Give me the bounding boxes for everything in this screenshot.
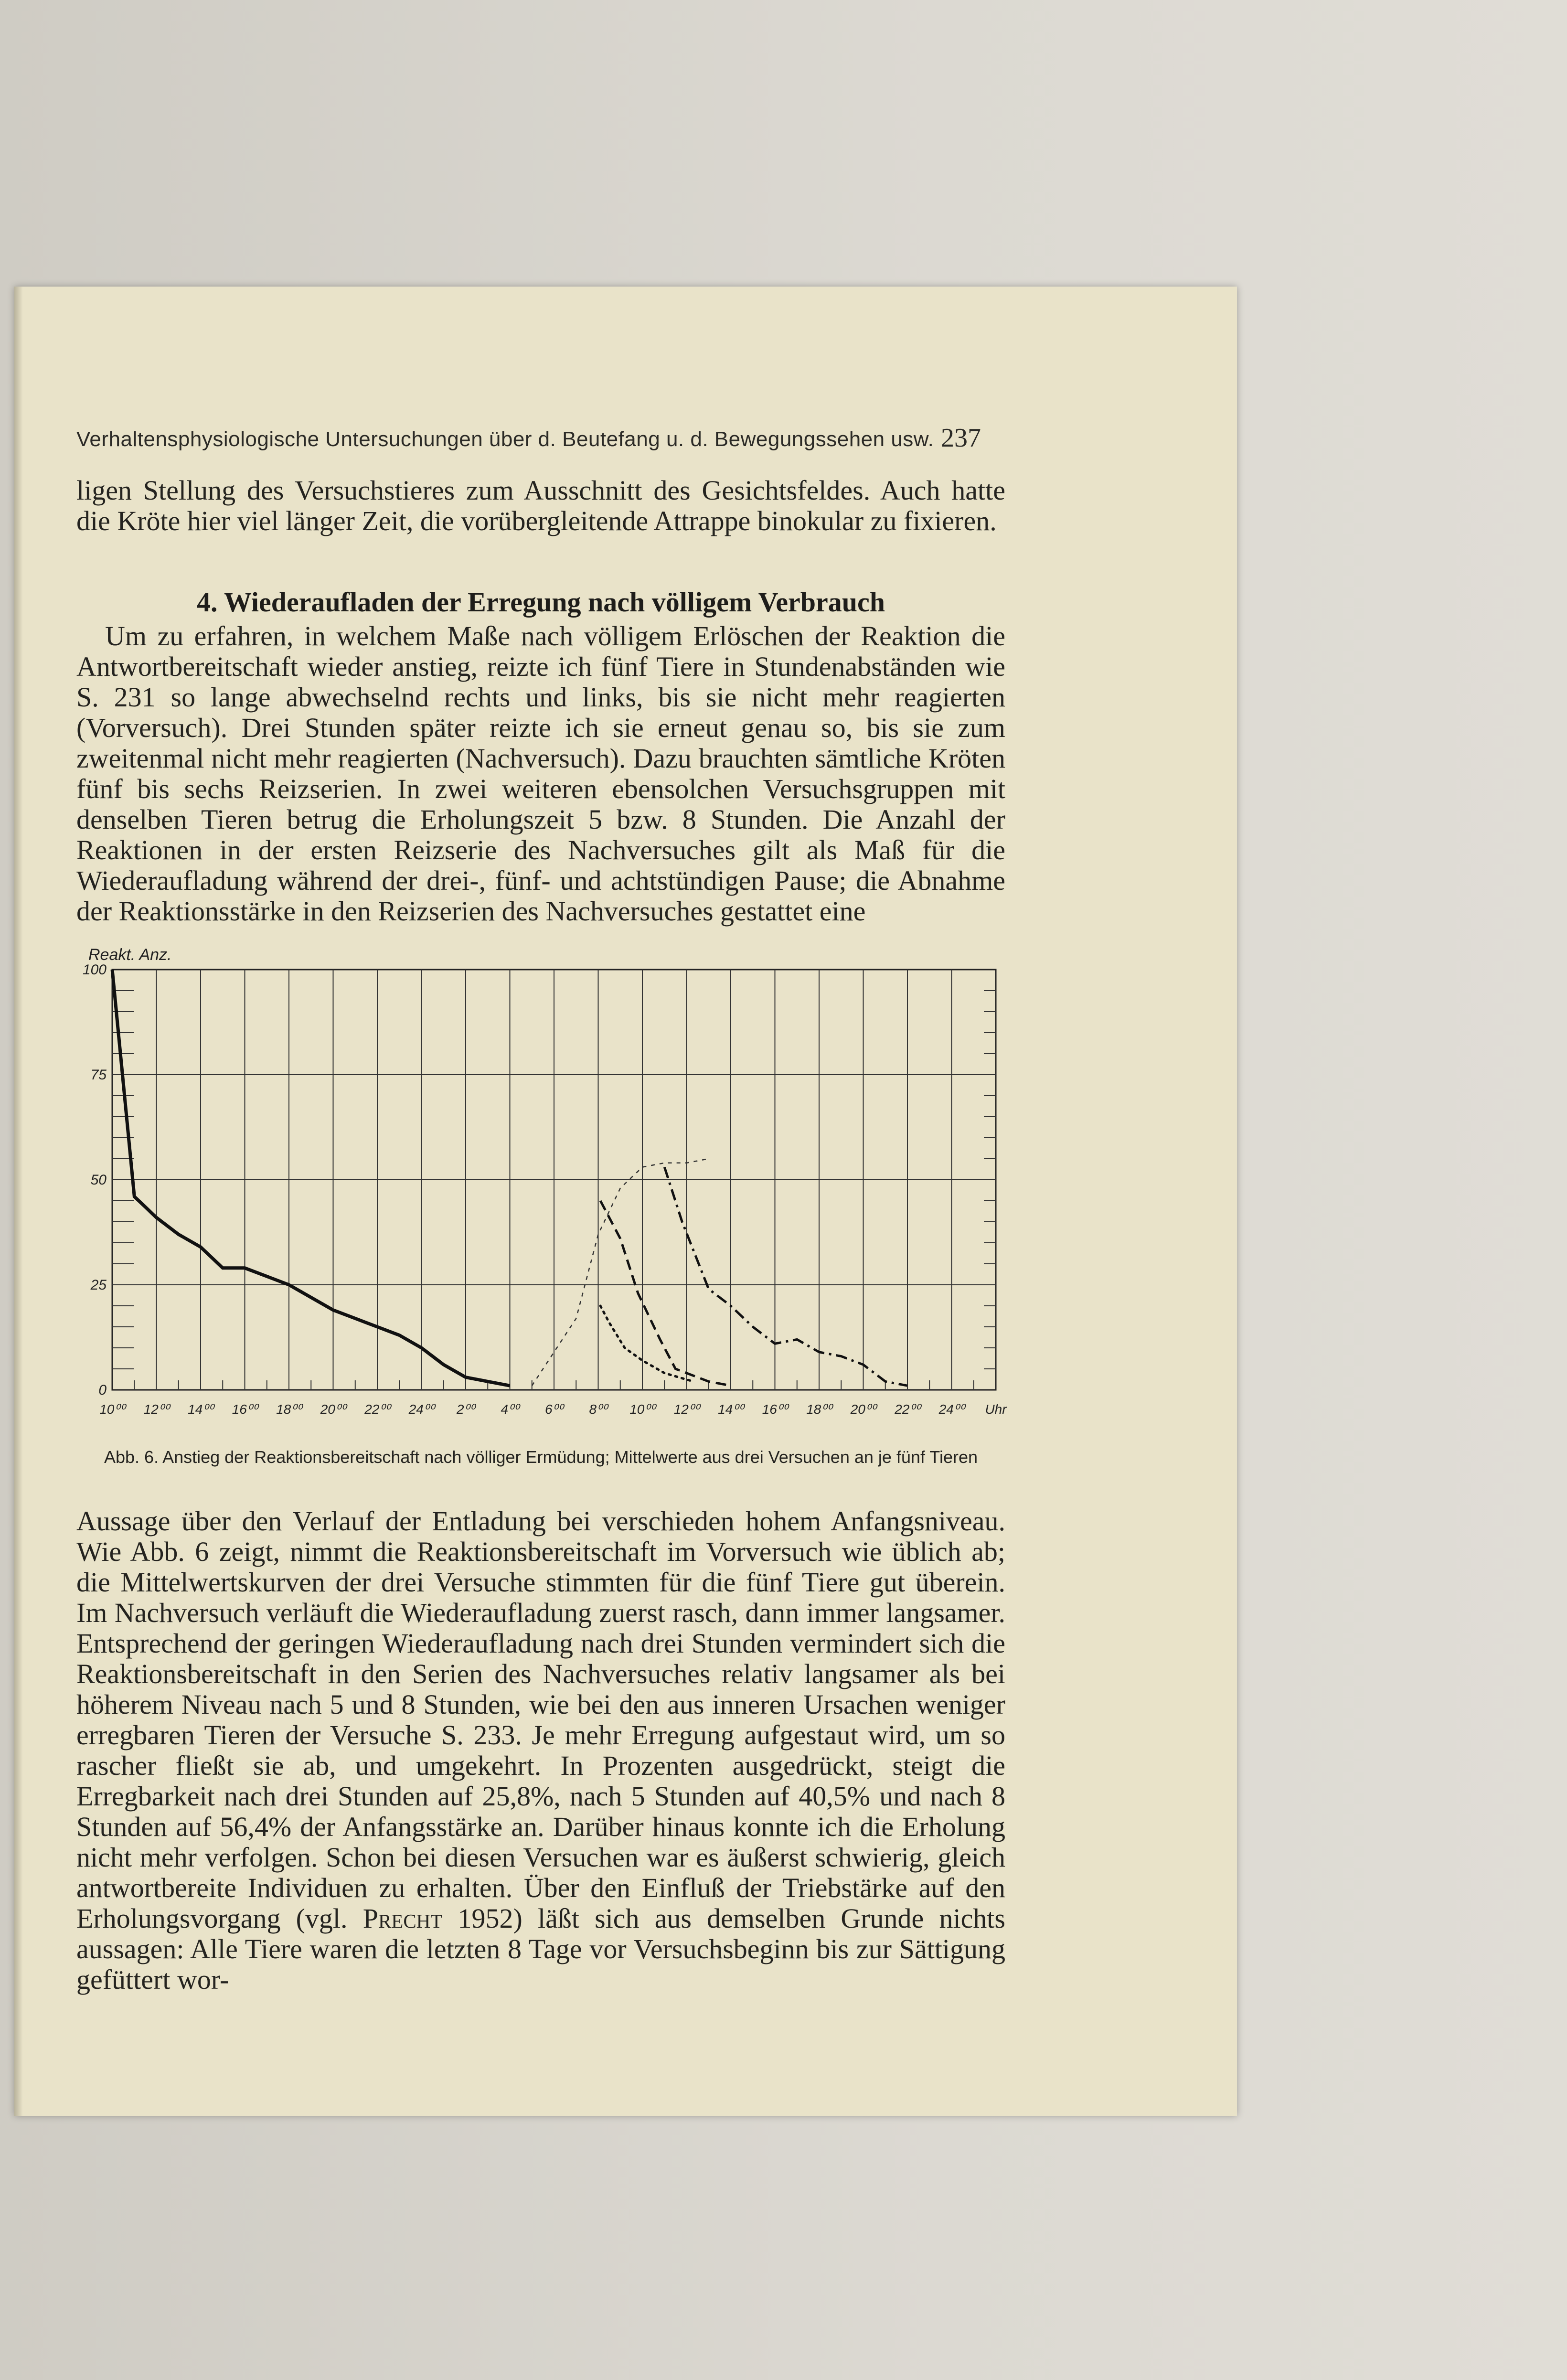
x-tick-label: 10⁰⁰ [629,1402,655,1417]
x-tick-label: 4⁰⁰ [501,1402,519,1417]
series-line-dashed [600,1201,731,1386]
y-tick-label: 75 [90,1067,107,1083]
x-tick-label: 10⁰⁰ [99,1402,125,1417]
x-tick-label: 16⁰⁰ [762,1402,788,1417]
series-line-solid-thick [112,970,510,1386]
x-tick-label: 20⁰⁰ [850,1402,876,1417]
x-tick-label: 22⁰⁰ [364,1402,390,1417]
paragraph-2-text-a: Aussage über den Verlauf der Entladung bei verschieden hohem Anfangsniveau. Wie Abb. 6 zeigt, nimmt die Reaktionsbereitschaft im Vorversuch wie üblich ab; die Mittelwertskurven der drei Versuche stimmten für die fünf Tiere gut überein. Im Nachversuch verläuft die Wiederaufladung zuerst rasch, dann immer langsamer. Entsprechend der geringen Wiederaufladung nach drei Stunden vermindert sich die Reaktionsbereitschaft in den Serien des Nachversuches relativ langsamer als bei höherem Niveau nach 5 und 8 Stunden, wie bei den aus inneren Ursachen weniger erregbaren Tieren der Versuche S. 233. Je mehr Erregung aufgestaut wird, um so rascher fließt sie ab, und umgekehrt. In Prozenten ausgedrückt, steigt die Erregbarkeit nach drei Stunden auf 25,8%, nach 5 Stunden auf 40,5% und nach 8 Stunden auf 56,4% der Anfangsstärke an. Darüber hinaus konnte ich die Erholung nicht mehr verfolgen. Schon bei diesen Versuchen war es äußerst schwierig, gleich antwortbereite Individuen zu erhalten. Über den Einfluß der Triebstärke auf den Erholungsvorgang (vgl. [76,1505,1005,1934]
x-tick-label: 16⁰⁰ [232,1402,258,1417]
y-tick-label: 100 [82,962,107,978]
paragraph-top: ligen Stellung des Versuchstieres zum Ausschnitt des Gesichtsfeldes. Auch hatte die Kröte hier viel länger Zeit, die vorübergleitende Attrappe binokular zu fixieren. [76,475,1005,536]
x-tick-label: 14⁰⁰ [718,1402,744,1417]
x-tick-label: 8⁰⁰ [589,1402,608,1417]
x-tick-label: Uhr [985,1402,1007,1417]
y-tick-label: 0 [98,1382,107,1398]
x-tick-label: 22⁰⁰ [895,1402,920,1417]
x-tick-label: 18⁰⁰ [806,1402,832,1417]
series-line-thin-dashed [532,1159,709,1386]
x-tick-label: 18⁰⁰ [276,1402,302,1417]
y-axis-label: Reakt. Anz. [88,946,172,964]
x-tick-label: 12⁰⁰ [673,1402,700,1417]
x-tick-label: 2⁰⁰ [456,1402,475,1417]
recovery-chart [67,936,1007,1438]
author-name-precht: Precht [362,1903,443,1934]
book-page [14,287,1237,2116]
paragraph-2-text-b: 1952) läßt sich aus demselben Grunde nichts aussagen: Alle Tiere waren die letzten 8 Tage vor Versuchsbeginn bis zur Sättigung gefüttert wor- [76,1903,1005,1995]
series-line-dash-dot [664,1167,907,1386]
x-tick-label: 14⁰⁰ [188,1402,213,1417]
x-tick-label: 20⁰⁰ [320,1402,346,1417]
x-tick-label: 6⁰⁰ [544,1402,564,1417]
paragraph-1: Um zu erfahren, in welchem Maße nach völligem Erlöschen der Reaktion die Antwortbereitschaft wieder anstieg, reizte ich fünf Tiere in Stundenabständen wie S. 231 so lange abwechselnd rechts und links, bis sie nicht mehr reagierten (Vorversuch). Drei Stunden später reizte ich sie erneut genau so, bis sie zum zweitenmal nicht mehr reagierten (Nachversuch). Dazu brauchten sämtliche Kröten fünf bis sechs Reizserien. In zwei weiteren ebensolchen Versuchsgruppen mit denselben Tieren betrug die Erholungszeit 5 bzw. 8 Stunden. Die Anzahl der Reaktionen in der ersten Reizserie des Nachversuches gilt als Maß für die Wiederaufladung während der drei-, fünf- und achtstündigen Pause; die Abnahme der Reaktionsstärke in den Reizserien des Nachversuches gestattet eine [76,620,1005,927]
section-heading: 4. Wiederaufladen der Erregung nach völligem Verbrauch [197,587,885,618]
y-tick-label: 50 [90,1172,107,1188]
figure-abb-6 [67,936,1007,1438]
running-header: Verhaltensphysiologische Untersuchungen über d. Beutefang u. d. Bewegungssehen usw. [76,427,934,451]
figure-caption: Abb. 6. Anstieg der Reaktionsbereitschaft nach völliger Ermüdung; Mittelwerte aus drei Versuchen an je fünf Tieren [104,1447,978,1467]
page-number: 237 [941,423,981,453]
x-tick-label: 12⁰⁰ [143,1402,170,1417]
paragraph-2 [76,1506,1005,1995]
page-binding-edge [14,287,23,2116]
x-tick-label: 24⁰⁰ [408,1402,435,1417]
y-tick-label: 25 [90,1277,107,1293]
x-tick-label: 24⁰⁰ [938,1402,965,1417]
